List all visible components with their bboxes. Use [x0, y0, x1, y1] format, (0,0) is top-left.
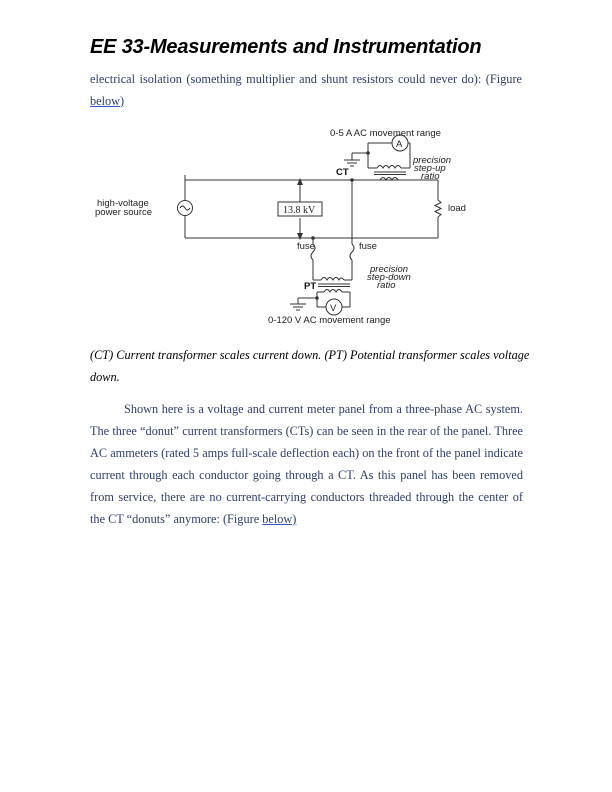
fuse-right-label: fuse [359, 241, 377, 252]
intro-text: electrical isolation (something multiplier and shunt resistors could never do): (Figure [90, 72, 522, 86]
svg-text:precision: precision [413, 155, 452, 166]
voltage-label: 13.8 kV [283, 205, 316, 216]
intro-paragraph [90, 68, 522, 112]
svg-text:step-down: step-down [367, 272, 411, 283]
fuse-left-label: fuse [297, 241, 315, 252]
ammeter-icon: A [396, 139, 403, 150]
svg-text:power source: power source [95, 207, 153, 218]
figure-below-link[interactable]: below) [90, 94, 125, 108]
body-paragraph [90, 398, 523, 530]
pt-label: PT [304, 281, 317, 292]
figure-caption: (CT) Current transformer scales current down. (PT) Potential transformer scales voltage down. [90, 348, 530, 384]
figure-below-link-2[interactable]: below) [262, 512, 297, 526]
page-title: EE 33-Measurements and Instrumentation [90, 36, 482, 58]
ct-label: CT [336, 167, 349, 178]
svg-text:high-voltage: high-voltage [97, 198, 149, 209]
body-text: Shown here is a voltage and current meter panel from a three-phase AC system. The three “donut” current transformers (CTs) can be seen in the rear of the panel. Three AC ammeters (rated 5 amps full-scale deflection each) on the front of the panel indicate current through each conductor going through a CT. As this panel has been removed from service, there are no current-carrying conductors threaded through the center of the CT “donuts” anymore: (Figure [90, 402, 523, 526]
voltmeter-icon: V [330, 303, 337, 314]
svg-text:precision: precision [370, 264, 409, 275]
voltmeter-range-label: 0-120 V AC movement range [268, 315, 391, 326]
svg-text:step-up: step-up [414, 163, 446, 174]
svg-text:ratio: ratio [377, 280, 396, 291]
svg-text:ratio: ratio [421, 171, 440, 182]
ammeter-range-label: 0-5 A AC movement range [330, 128, 441, 139]
load-label: load [448, 203, 466, 214]
ct-pt-circuit-diagram [90, 120, 490, 330]
